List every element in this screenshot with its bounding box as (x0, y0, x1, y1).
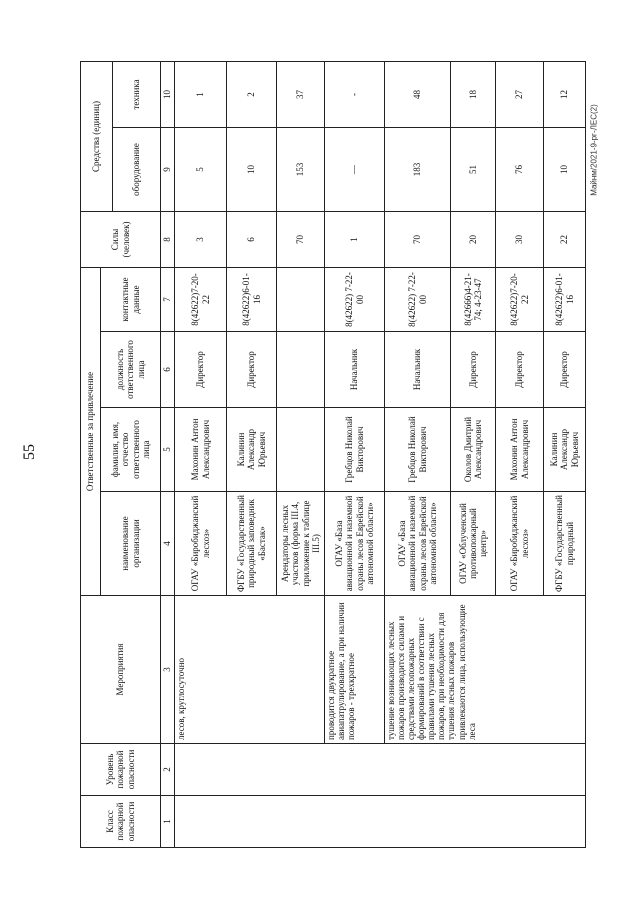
header-responsible: Ответственные за привлечение (81, 268, 101, 596)
column-number-row (161, 61, 175, 847)
org-cell: ОГАУ «База авиационной и наземной охраны лесов Еврейской автономной области» (385, 492, 451, 596)
org-cell: ОГАУ «База авиационной и наземной охраны лесов Еврейской автономной области» (325, 492, 385, 596)
org-cell: ОГАУ «Биробиджанский лесхоз» (496, 492, 544, 596)
contacts-cell (277, 268, 325, 332)
column-number: 2 (161, 744, 175, 796)
equipment-cell: 5 (175, 128, 227, 212)
header-fire-class: Класс пожарной опасности (81, 796, 161, 848)
position-cell: Директор (544, 332, 586, 408)
rotated-table-container (80, 62, 585, 848)
header-person-name: фамилия, имя, отчество ответственного лица (101, 408, 161, 492)
document-code: Майнм/2021-9-рг-ЛЕС(2) (589, 104, 599, 196)
person-cell (277, 408, 325, 492)
measure-text: лесов, круглосуточно (175, 596, 325, 744)
column-number: 3 (161, 596, 175, 744)
forces-cell: 6 (227, 212, 277, 268)
position-cell: Начальник (385, 332, 451, 408)
person-cell: Махонин Антон Александрович (496, 408, 544, 492)
person-cell: Гребцов Николай Викторович (325, 408, 385, 492)
contacts-cell: 8(42622) 7-22-00 (325, 268, 385, 332)
header-contacts: контактные данные (101, 268, 161, 332)
danger-level-cell (175, 744, 586, 796)
table-row (175, 61, 227, 847)
contacts-cell: 8(42622) 7-22-00 (385, 268, 451, 332)
header-forces: Силы (человек) (81, 212, 161, 268)
person-cell: Гребцов Николай Викторович (385, 408, 451, 492)
header-row (81, 61, 101, 847)
person-cell: Околов Дмитрий Александрович (451, 408, 496, 492)
equipment-cell: 51 (451, 128, 496, 212)
table-row (325, 61, 385, 847)
equipment-cell: 76 (496, 128, 544, 212)
column-number: 10 (161, 61, 175, 127)
header-danger-level: Уровень пожарной опасности (81, 744, 161, 796)
machinery-cell: 27 (496, 61, 544, 127)
column-number: 9 (161, 128, 175, 212)
measure-text: тушение возникающих лесных пожаров производится силами и средствами лесопожарных формирований в соответствии с правилами тушения лесных пожаров, при необходимости для тушения лесных пожаров привлекаются лица, использующие леса (385, 596, 586, 744)
header-equipment: оборудование (113, 128, 161, 212)
header-machinery: техника (113, 61, 161, 127)
machinery-cell: 48 (385, 61, 451, 127)
org-cell: ОГАУ «Облученский противопожарный центр» (451, 492, 496, 596)
forces-cell: 30 (496, 212, 544, 268)
machinery-cell: 18 (451, 61, 496, 127)
column-number: 5 (161, 408, 175, 492)
header-position: должность ответственного лица (101, 332, 161, 408)
org-cell: ФГБУ «Государственный природный заповедник «Бастак» (227, 492, 277, 596)
column-number: 8 (161, 212, 175, 268)
position-cell: Директор (227, 332, 277, 408)
contacts-cell: 8(42622)7-20-22 (175, 268, 227, 332)
machinery-cell: 37 (277, 61, 325, 127)
equipment-cell: 153 (277, 128, 325, 212)
position-cell: Начальник (325, 332, 385, 408)
header-measures: Мероприятия (81, 596, 161, 744)
page-number: 55 (21, 444, 38, 460)
position-cell: Директор (496, 332, 544, 408)
equipment-cell: 10 (227, 128, 277, 212)
measure-text: проводится двукратное авиапатрулирование, а при наличии пожаров - трехкратное (325, 596, 385, 744)
column-number: 4 (161, 492, 175, 596)
forces-cell: 22 (544, 212, 586, 268)
contacts-cell: 8(42622)7-20-22 (496, 268, 544, 332)
person-cell: Калинин Александр Юрьевич (227, 408, 277, 492)
table-row (385, 61, 451, 847)
person-cell: Махонин Антон Александрович (175, 408, 227, 492)
forces-cell: 1 (325, 212, 385, 268)
equipment-cell: 10 (544, 128, 586, 212)
column-number: 1 (161, 796, 175, 848)
machinery-cell: 1 (175, 61, 227, 127)
forces-cell: 70 (385, 212, 451, 268)
forces-cell: 20 (451, 212, 496, 268)
contacts-cell: 8(42666)4-21-74; 4-23-47 (451, 268, 496, 332)
forces-cell: 70 (277, 212, 325, 268)
person-cell: Калинин Александр Юрьевич (544, 408, 586, 492)
position-cell: Директор (451, 332, 496, 408)
fire-class-cell (175, 796, 586, 848)
machinery-cell: 2 (227, 61, 277, 127)
machinery-cell: - (325, 61, 385, 127)
org-cell: ОГАУ «Биробиджанский лесхоз» (175, 492, 227, 596)
machinery-cell: 12 (544, 61, 586, 127)
column-number: 6 (161, 332, 175, 408)
position-cell: Директор (175, 332, 227, 408)
header-means: Средства (единиц) (81, 61, 113, 211)
header-org-name: наименование организации (101, 492, 161, 596)
forces-cell: 3 (175, 212, 227, 268)
equipment-cell: — (325, 128, 385, 212)
contacts-cell: 8(42622)6-01-16 (227, 268, 277, 332)
org-cell: Арендаторы лесных участков (форма III.4, приложение к таблице III.5) (277, 492, 325, 596)
contacts-cell: 8(42622)6-01-16 (544, 268, 586, 332)
column-number: 7 (161, 268, 175, 332)
equipment-cell: 183 (385, 128, 451, 212)
org-cell: ФГБУ «Государственный природный (544, 492, 586, 596)
position-cell (277, 332, 325, 408)
fire-measures-table (80, 61, 586, 848)
